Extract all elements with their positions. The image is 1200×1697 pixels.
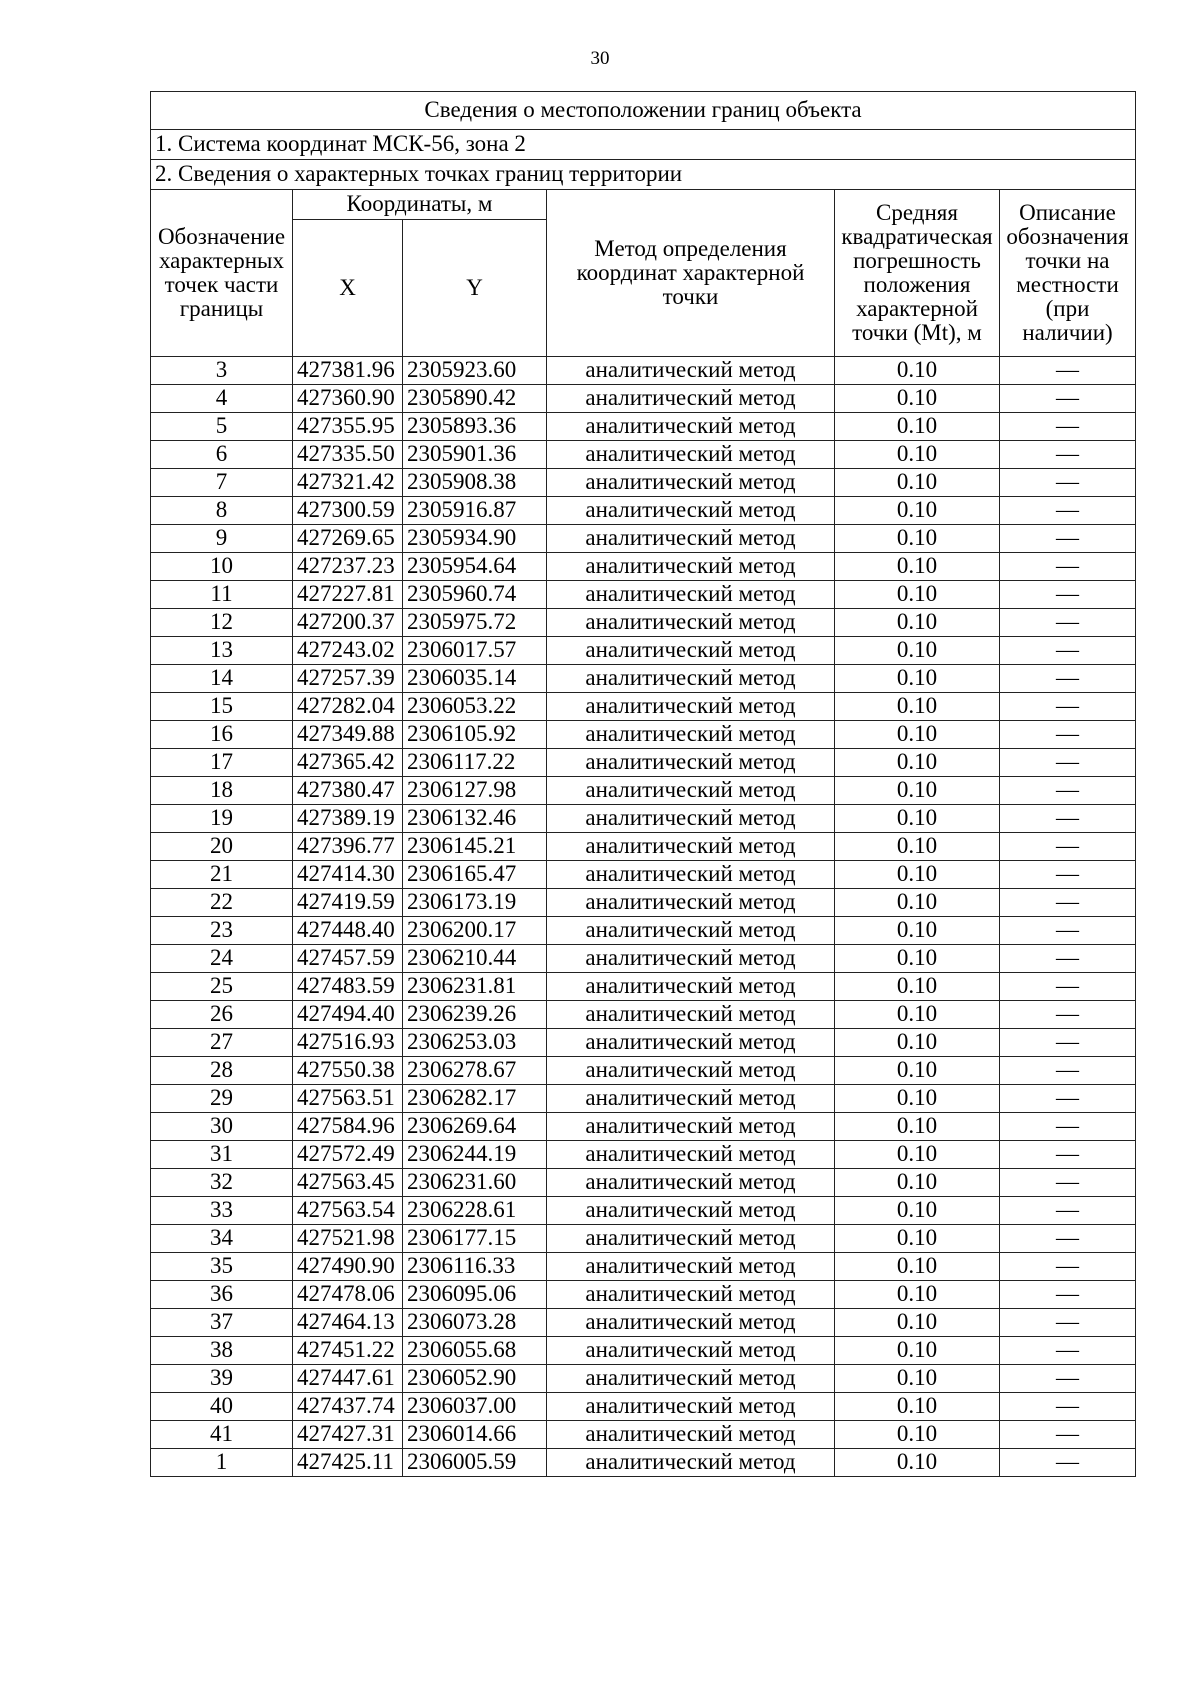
coord-y: 2305901.36 [403,441,547,469]
coord-y: 2306278.67 [403,1057,547,1085]
coord-y: 2306177.15 [403,1225,547,1253]
coord-y: 2306127.98 [403,777,547,805]
point-number: 8 [151,497,293,525]
description-cell: — [1000,1001,1136,1029]
point-number: 11 [151,581,293,609]
error-cell: 0.10 [835,805,1000,833]
description-cell: — [1000,833,1136,861]
description-cell: — [1000,609,1136,637]
method-cell: аналитический метод [547,1057,835,1085]
coord-y: 2306228.61 [403,1197,547,1225]
coord-x: 427243.02 [293,637,403,665]
error-cell: 0.10 [835,1141,1000,1169]
coord-x: 427457.59 [293,945,403,973]
error-cell: 0.10 [835,609,1000,637]
description-cell: — [1000,1393,1136,1421]
description-cell: — [1000,805,1136,833]
error-cell: 0.10 [835,1197,1000,1225]
method-cell: аналитический метод [547,1365,835,1393]
header-y: Y [403,220,547,357]
header-coordinates: Координаты, м [293,190,547,220]
coord-x: 427483.59 [293,973,403,1001]
coord-x: 427490.90 [293,1253,403,1281]
coord-y: 2305960.74 [403,581,547,609]
coord-x: 427464.13 [293,1309,403,1337]
method-cell: аналитический метод [547,1337,835,1365]
point-number: 17 [151,749,293,777]
error-cell: 0.10 [835,441,1000,469]
point-number: 34 [151,1225,293,1253]
point-number: 30 [151,1113,293,1141]
coord-x: 427365.42 [293,749,403,777]
error-cell: 0.10 [835,1421,1000,1449]
description-cell: — [1000,1169,1136,1197]
method-cell: аналитический метод [547,805,835,833]
coord-y: 2306145.21 [403,833,547,861]
header-error: Средняя квадратическая погрешность положения характерной точки (Mt), м [835,190,1000,357]
point-number: 6 [151,441,293,469]
point-number: 28 [151,1057,293,1085]
method-cell: аналитический метод [547,609,835,637]
point-number: 7 [151,469,293,497]
coord-y: 2306037.00 [403,1393,547,1421]
coord-x: 427389.19 [293,805,403,833]
point-number: 26 [151,1001,293,1029]
method-cell: аналитический метод [547,1309,835,1337]
point-number: 41 [151,1421,293,1449]
table-row [151,973,1136,1001]
error-cell: 0.10 [835,413,1000,441]
table-row [151,917,1136,945]
point-number: 1 [151,1449,293,1477]
point-number: 36 [151,1281,293,1309]
error-cell: 0.10 [835,1365,1000,1393]
error-cell: 0.10 [835,1393,1000,1421]
description-cell: — [1000,721,1136,749]
method-cell: аналитический метод [547,861,835,889]
table-title-row [151,92,1136,130]
boundary-points-table [150,91,1136,1477]
error-cell: 0.10 [835,1057,1000,1085]
point-number: 10 [151,553,293,581]
method-cell: аналитический метод [547,469,835,497]
header-method: Метод определения координат характерной точки [547,190,835,357]
coord-x: 427563.51 [293,1085,403,1113]
coord-x: 427516.93 [293,1029,403,1057]
description-cell: — [1000,1225,1136,1253]
table-row [151,1393,1136,1421]
coord-y: 2306017.57 [403,637,547,665]
coord-y: 2306231.81 [403,973,547,1001]
table-row [151,833,1136,861]
coord-y: 2306014.66 [403,1421,547,1449]
method-cell: аналитический метод [547,889,835,917]
coord-y: 2306095.06 [403,1281,547,1309]
point-number: 19 [151,805,293,833]
description-cell: — [1000,749,1136,777]
point-number: 3 [151,357,293,385]
method-cell: аналитический метод [547,637,835,665]
table-row [151,1169,1136,1197]
table-row [151,637,1136,665]
point-number: 37 [151,1309,293,1337]
coord-x: 427300.59 [293,497,403,525]
description-cell: — [1000,497,1136,525]
table-row [151,889,1136,917]
point-number: 9 [151,525,293,553]
description-cell: — [1000,1365,1136,1393]
coord-x: 427321.42 [293,469,403,497]
coord-y: 2306053.22 [403,693,547,721]
error-cell: 0.10 [835,693,1000,721]
error-cell: 0.10 [835,861,1000,889]
table-row [151,1309,1136,1337]
coord-x: 427355.95 [293,413,403,441]
coord-x: 427550.38 [293,1057,403,1085]
error-cell: 0.10 [835,525,1000,553]
coord-y: 2306282.17 [403,1085,547,1113]
error-cell: 0.10 [835,1085,1000,1113]
table-row [151,357,1136,385]
error-cell: 0.10 [835,1449,1000,1477]
table-row [151,581,1136,609]
table-row [151,441,1136,469]
coord-y: 2306173.19 [403,889,547,917]
coord-x: 427427.31 [293,1421,403,1449]
method-cell: аналитический метод [547,749,835,777]
coord-x: 427584.96 [293,1113,403,1141]
table-row [151,1113,1136,1141]
description-cell: — [1000,1029,1136,1057]
description-cell: — [1000,1337,1136,1365]
error-cell: 0.10 [835,833,1000,861]
coord-x: 427478.06 [293,1281,403,1309]
table-row [151,1337,1136,1365]
coord-x: 427414.30 [293,861,403,889]
method-cell: аналитический метод [547,1225,835,1253]
method-cell: аналитический метод [547,413,835,441]
coord-y: 2305916.87 [403,497,547,525]
coord-x: 427494.40 [293,1001,403,1029]
description-cell: — [1000,637,1136,665]
table-row [151,1057,1136,1085]
coord-x: 427381.96 [293,357,403,385]
description-cell: — [1000,525,1136,553]
error-cell: 0.10 [835,973,1000,1001]
coord-x: 427349.88 [293,721,403,749]
coord-y: 2306239.26 [403,1001,547,1029]
description-cell: — [1000,1253,1136,1281]
error-cell: 0.10 [835,469,1000,497]
coord-y: 2306073.28 [403,1309,547,1337]
table-row [151,1281,1136,1309]
error-cell: 0.10 [835,1281,1000,1309]
coord-x: 427396.77 [293,833,403,861]
method-cell: аналитический метод [547,1449,835,1477]
error-cell: 0.10 [835,497,1000,525]
table-row [151,1421,1136,1449]
method-cell: аналитический метод [547,1393,835,1421]
description-cell: — [1000,441,1136,469]
point-number: 15 [151,693,293,721]
point-number: 25 [151,973,293,1001]
coord-x: 427380.47 [293,777,403,805]
section-label: 2. Сведения о характерных точках границ территории [151,160,1136,190]
error-cell: 0.10 [835,553,1000,581]
coord-y: 2306105.92 [403,721,547,749]
method-cell: аналитический метод [547,497,835,525]
table-row [151,1225,1136,1253]
error-cell: 0.10 [835,357,1000,385]
point-number: 12 [151,609,293,637]
coord-x: 427237.23 [293,553,403,581]
method-cell: аналитический метод [547,1281,835,1309]
coord-y: 2306269.64 [403,1113,547,1141]
table-row [151,749,1136,777]
description-cell: — [1000,917,1136,945]
point-number: 18 [151,777,293,805]
coord-y: 2306165.47 [403,861,547,889]
coord-x: 427448.40 [293,917,403,945]
table-row [151,525,1136,553]
table-row [151,469,1136,497]
description-cell: — [1000,973,1136,1001]
point-number: 16 [151,721,293,749]
method-cell: аналитический метод [547,1253,835,1281]
table-row [151,861,1136,889]
table-row [151,553,1136,581]
description-cell: — [1000,357,1136,385]
point-number: 31 [151,1141,293,1169]
table-body [151,92,1136,1477]
table-row [151,1365,1136,1393]
method-cell: аналитический метод [547,1197,835,1225]
coord-x: 427425.11 [293,1449,403,1477]
coord-y: 2306210.44 [403,945,547,973]
point-number: 32 [151,1169,293,1197]
coord-x: 427521.98 [293,1225,403,1253]
coord-y: 2305934.90 [403,525,547,553]
table-row [151,721,1136,749]
method-cell: аналитический метод [547,1169,835,1197]
header-x: X [293,220,403,357]
point-number: 13 [151,637,293,665]
coord-y: 2306116.33 [403,1253,547,1281]
method-cell: аналитический метод [547,945,835,973]
table-row [151,1449,1136,1477]
point-number: 5 [151,413,293,441]
description-cell: — [1000,581,1136,609]
error-cell: 0.10 [835,581,1000,609]
method-cell: аналитический метод [547,385,835,413]
point-number: 22 [151,889,293,917]
method-cell: аналитический метод [547,581,835,609]
description-cell: — [1000,1113,1136,1141]
point-number: 14 [151,665,293,693]
coord-y: 2306244.19 [403,1141,547,1169]
error-cell: 0.10 [835,1001,1000,1029]
point-number: 29 [151,1085,293,1113]
error-cell: 0.10 [835,945,1000,973]
coord-x: 427419.59 [293,889,403,917]
error-cell: 0.10 [835,665,1000,693]
table-row [151,945,1136,973]
coord-y: 2306200.17 [403,917,547,945]
point-number: 33 [151,1197,293,1225]
coordinate-system-row [151,130,1136,160]
description-cell: — [1000,1281,1136,1309]
method-cell: аналитический метод [547,441,835,469]
method-cell: аналитический метод [547,1113,835,1141]
coord-y: 2306117.22 [403,749,547,777]
description-cell: — [1000,1197,1136,1225]
description-cell: — [1000,861,1136,889]
coord-y: 2306035.14 [403,665,547,693]
table-row [151,385,1136,413]
coordinate-system-label: 1. Система координат МСК-56, зона 2 [151,130,1136,160]
table-row [151,413,1136,441]
error-cell: 0.10 [835,1113,1000,1141]
coord-x: 427451.22 [293,1337,403,1365]
method-cell: аналитический метод [547,1421,835,1449]
point-number: 20 [151,833,293,861]
description-cell: — [1000,665,1136,693]
point-number: 21 [151,861,293,889]
coord-x: 427447.61 [293,1365,403,1393]
table-row [151,1141,1136,1169]
page-number: 30 [590,48,610,69]
description-cell: — [1000,1449,1136,1477]
method-cell: аналитический метод [547,693,835,721]
method-cell: аналитический метод [547,973,835,1001]
table-row [151,1085,1136,1113]
description-cell: — [1000,945,1136,973]
error-cell: 0.10 [835,917,1000,945]
coord-x: 427269.65 [293,525,403,553]
point-number: 35 [151,1253,293,1281]
coord-y: 2306005.59 [403,1449,547,1477]
table-row [151,609,1136,637]
description-cell: — [1000,693,1136,721]
error-cell: 0.10 [835,777,1000,805]
method-cell: аналитический метод [547,721,835,749]
table-row [151,693,1136,721]
coord-x: 427437.74 [293,1393,403,1421]
table-row [151,1001,1136,1029]
coord-x: 427563.54 [293,1197,403,1225]
point-number: 40 [151,1393,293,1421]
error-cell: 0.10 [835,889,1000,917]
coord-y: 2305975.72 [403,609,547,637]
error-cell: 0.10 [835,637,1000,665]
error-cell: 0.10 [835,1225,1000,1253]
method-cell: аналитический метод [547,1141,835,1169]
table-row [151,1197,1136,1225]
description-cell: — [1000,1309,1136,1337]
description-cell: — [1000,889,1136,917]
description-cell: — [1000,413,1136,441]
description-cell: — [1000,777,1136,805]
coord-y: 2305954.64 [403,553,547,581]
coord-x: 427360.90 [293,385,403,413]
coord-y: 2306055.68 [403,1337,547,1365]
table-row [151,805,1136,833]
method-cell: аналитический метод [547,1001,835,1029]
point-number: 4 [151,385,293,413]
coord-y: 2305890.42 [403,385,547,413]
coord-y: 2305923.60 [403,357,547,385]
method-cell: аналитический метод [547,1029,835,1057]
point-number: 24 [151,945,293,973]
method-cell: аналитический метод [547,917,835,945]
description-cell: — [1000,385,1136,413]
header-designation: Обозначение характерных точек части границы [151,190,293,357]
point-number: 27 [151,1029,293,1057]
header-description: Описание обозначения точки на местности (при наличии) [1000,190,1136,357]
coord-x: 427563.45 [293,1169,403,1197]
point-number: 23 [151,917,293,945]
table-row [151,665,1136,693]
coord-y: 2306052.90 [403,1365,547,1393]
method-cell: аналитический метод [547,777,835,805]
error-cell: 0.10 [835,721,1000,749]
method-cell: аналитический метод [547,833,835,861]
description-cell: — [1000,1141,1136,1169]
table-row [151,1253,1136,1281]
description-cell: — [1000,469,1136,497]
header-row-top [151,190,1136,220]
error-cell: 0.10 [835,1253,1000,1281]
coord-x: 427257.39 [293,665,403,693]
coord-y: 2306231.60 [403,1169,547,1197]
coord-y: 2305893.36 [403,413,547,441]
method-cell: аналитический метод [547,357,835,385]
table-row [151,497,1136,525]
error-cell: 0.10 [835,1309,1000,1337]
error-cell: 0.10 [835,1169,1000,1197]
point-number: 38 [151,1337,293,1365]
point-number: 39 [151,1365,293,1393]
error-cell: 0.10 [835,1029,1000,1057]
table-row [151,777,1136,805]
description-cell: — [1000,1057,1136,1085]
coord-x: 427335.50 [293,441,403,469]
method-cell: аналитический метод [547,525,835,553]
error-cell: 0.10 [835,385,1000,413]
section-row [151,160,1136,190]
method-cell: аналитический метод [547,1085,835,1113]
description-cell: — [1000,553,1136,581]
coord-y: 2305908.38 [403,469,547,497]
table-row [151,1029,1136,1057]
table-title: Сведения о местоположении границ объекта [151,92,1136,130]
coord-x: 427227.81 [293,581,403,609]
coord-x: 427572.49 [293,1141,403,1169]
coord-y: 2306253.03 [403,1029,547,1057]
coord-x: 427282.04 [293,693,403,721]
coord-y: 2306132.46 [403,805,547,833]
error-cell: 0.10 [835,1337,1000,1365]
method-cell: аналитический метод [547,553,835,581]
description-cell: — [1000,1421,1136,1449]
method-cell: аналитический метод [547,665,835,693]
description-cell: — [1000,1085,1136,1113]
coord-x: 427200.37 [293,609,403,637]
error-cell: 0.10 [835,749,1000,777]
